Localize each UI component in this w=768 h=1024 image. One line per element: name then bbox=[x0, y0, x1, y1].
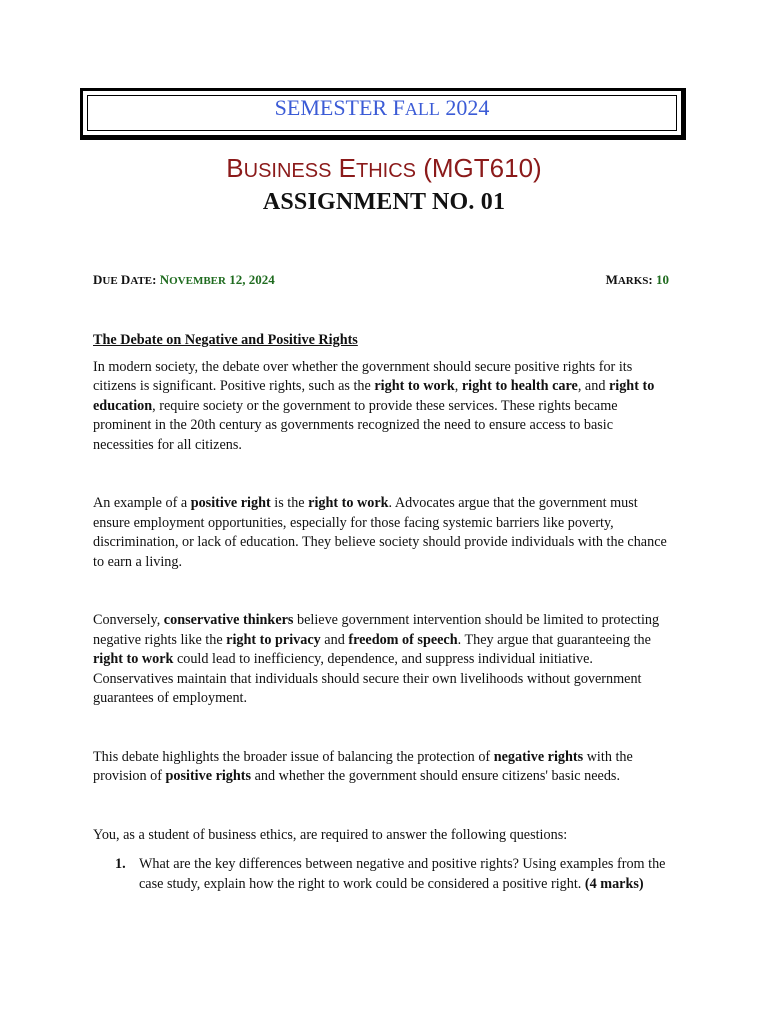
question-text: What are the key differences between negative and positive rights? Using examples from the case study, explain how the right to work could be considered a positive right. (4 marks) bbox=[139, 856, 666, 892]
marks: MARKS: 10 bbox=[605, 272, 669, 287]
question-marks: (4 marks) bbox=[584, 875, 644, 892]
paragraph-conservative-view: Conversely, conservative thinkers believe government intervention should be limited to protecting negative rights like the right to privacy and freedom of speech. They argue that guaranteeing the right to work could lead to inefficiency, dependence, and suppress individual initiative. Conservatives maintain that individuals should secure their own livelihoods without government guarantees of employment. bbox=[93, 612, 660, 706]
question-list bbox=[93, 855, 675, 894]
question-number: 1. bbox=[115, 856, 126, 872]
due-date: DUE DATE: NOVEMBER 12, 2024 bbox=[93, 272, 275, 287]
course-title: BUSINESS ETHICS (MGT610) bbox=[226, 153, 542, 183]
paragraph-intro: In modern society, the debate over whether the government should secure positive rights for its citizens is significant. Positive rights, such as the right to work, right to health care, and right to education, require society or the government to provide these services. These rights became prominent in the 20th century as governments recognized the need to ensure access to basic necessities for all citizens. bbox=[93, 358, 655, 453]
assignment-body bbox=[93, 331, 675, 894]
assignment-title: ASSIGNMENT NO. 01 bbox=[262, 189, 506, 215]
semester-banner bbox=[80, 88, 686, 140]
section-heading: The Debate on Negative and Positive Rights bbox=[93, 332, 358, 348]
semester-title: SEMESTER FALL 2024 bbox=[274, 95, 490, 120]
due-marks-row bbox=[93, 272, 669, 288]
paragraph-instructions: You, as a student of business ethics, are required to answer the following questions: bbox=[93, 826, 568, 843]
semester-banner-inner bbox=[87, 95, 677, 131]
list-item bbox=[93, 855, 675, 894]
paragraph-debate-summary: This debate highlights the broader issue of balancing the protection of negative rights with the provision of positive rights and whether the government should ensure citizens' basic needs. bbox=[93, 748, 633, 784]
paragraph-positive-right-example: An example of a positive right is the right to work. Advocates argue that the government must ensure employment opportunities, especially for those facing systemic barriers like poverty, discrimination, or lack of education. They believe society should provide individuals with the chance to earn a living. bbox=[93, 495, 667, 570]
